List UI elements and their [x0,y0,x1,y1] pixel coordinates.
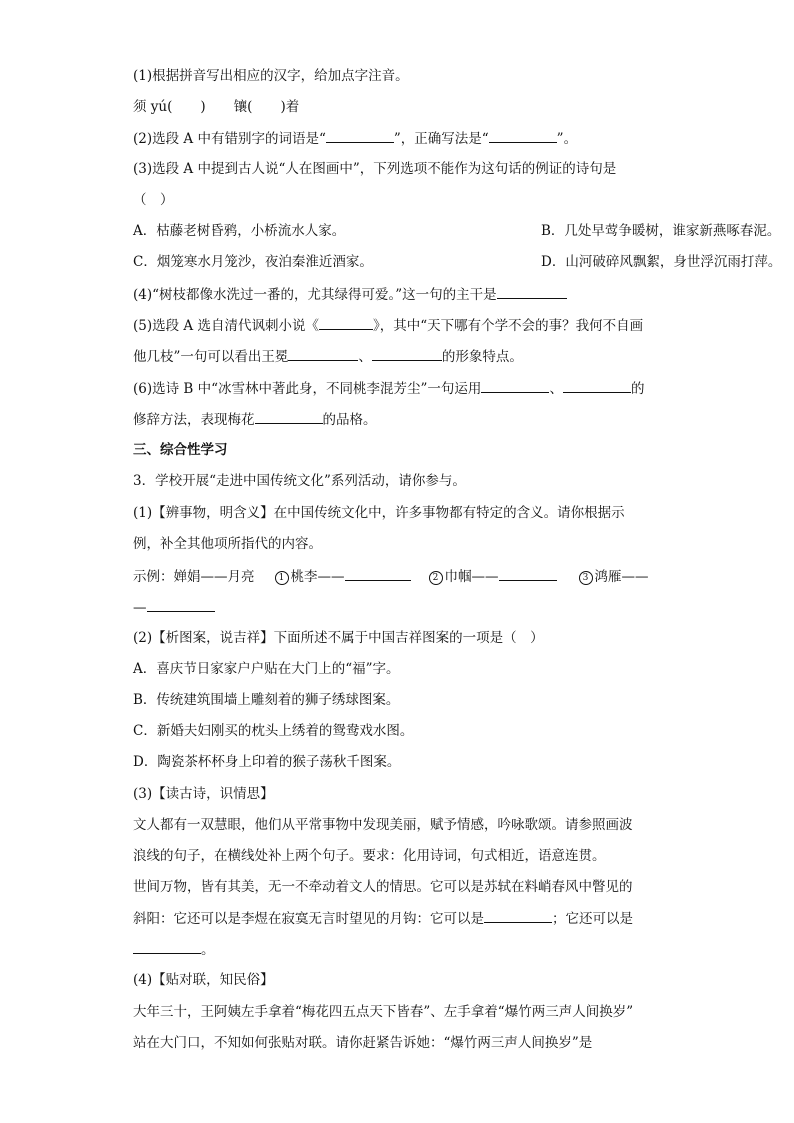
q-item-6-line1 [133,378,673,399]
q6-text-a: (6)选诗 B 中“冰雪林中著此身，不同桃李混芳尘”一句运用 [133,381,482,397]
answer-blank[interactable] [345,566,411,581]
q6-text-d: 修辞方法，表现梅花 [133,412,255,428]
q5-text-b: 》，其中“天下哪有个学不会的事？我何不自画 [372,318,644,334]
part1-line2: 例，补全其他项所指代的内容。 [133,536,322,552]
option-row-1 [133,221,781,241]
section-heading: 三、综合性学习 [133,442,228,458]
pinyin-a: 须 yú( [133,99,173,115]
answer-blank[interactable] [255,409,323,424]
part2-option-c: C．新婚夫妇刚买的枕头上绣着的鸳鸯戏水图。 [133,723,414,739]
example-text: 示例：婵娟——月亮 [133,569,255,585]
part3-title: (3)【读古诗，识情思】 [133,786,274,802]
answer-blank[interactable] [326,128,394,143]
q6-text-b: 、 [549,381,563,397]
option-b: B．几处早莺争暖树，谁家新燕啄春泥。 [541,223,781,239]
number-2-icon: 2 [429,571,443,585]
q-item-5-line2 [133,346,673,367]
q-item-2 [133,128,673,149]
part3-line4 [133,908,673,929]
example-3-cont: — [133,600,147,616]
answer-blank[interactable] [489,128,557,143]
example-line [133,566,673,587]
option-row-2 [133,252,782,272]
q5-text-d: 、 [358,349,372,365]
example-2: 巾帼—— [444,569,499,585]
q-item-5-line1 [133,315,673,336]
answer-blank[interactable] [497,284,567,299]
q-item-1: (1)根据拼音写出相应的汉字，给加点字注音。 [133,68,409,84]
part4-title: (4)【贴对联，知民俗】 [133,972,274,988]
example-line-cont [133,597,673,618]
q-item-6-line2 [133,409,673,430]
answer-blank[interactable] [288,346,358,361]
pinyin-a-close: ) [200,99,206,115]
q-item-3: (3)选段 A 中提到古人说“人在图画中”，下列选项不能作为这句话的例证的诗句是 [133,161,617,177]
part2-option-a: A．喜庆节日家家户户贴在大门上的“福”字。 [133,661,400,677]
answer-blank[interactable] [481,378,549,393]
pinyin-b-end: )着 [280,99,300,115]
part2-option-d: D．陶瓷茶杯杯身上印着的猴子荡秋千图案。 [133,754,401,770]
part3-line4-a: 斜阳：它还可以是李煜在寂寞无言时望见的月钩：它可以是 [133,911,484,927]
part3-line5-end: 。 [201,942,215,958]
number-1-icon: 1 [275,571,289,585]
part3-line2: 浪线的句子，在横线处补上两个句子。要求：化用诗词，句式相近，语意连贯。 [133,848,606,864]
part2-question: (2)【析图案，说吉祥】下面所述不属于中国吉祥图案的一项是（ ） [133,630,544,646]
q2-text-a: (2)选段 A 中有错别字的词语是“ [133,131,326,147]
part3-line5 [133,939,673,960]
section-intro: 3．学校开展“走进中国传统文化”系列活动，请你参与。 [133,473,466,489]
q4-text: (4)“树枝都像水洗过一番的，尤其绿得可爱。”这一句的主干是 [133,287,497,303]
answer-blank[interactable] [372,346,442,361]
answer-blank[interactable] [133,939,201,954]
number-3-icon: 3 [579,571,593,585]
q6-text-e: 的品格。 [322,412,377,428]
q5-text-e: 的形象特点。 [441,349,523,365]
answer-blank[interactable] [147,597,215,612]
pinyin-b: 镶( [233,99,253,115]
part3-line4-b: ；它还可以是 [552,911,633,927]
option-a: A．枯藤老树昏鸦，小桥流水人家。 [133,223,346,239]
q6-text-c: 的 [630,381,645,397]
q5-text-a: (5)选段 A 选自清代讽刺小说《 [133,318,319,334]
part3-line3: 世间万物，皆有其美，无一不牵动着文人的情思。它可以是苏轼在料峭春风中瞥见的 [133,879,633,895]
part4-line2: 站在大门口，不知如何张贴对联。请你赶紧告诉她：“爆竹两三声人间换岁”是 [133,1035,593,1051]
answer-blank[interactable] [499,566,557,581]
option-d: D．山河破碎风飘絮，身世浮沉雨打萍。 [541,254,782,270]
example-3: 鸿雁—— [594,569,649,585]
part2-option-b: B．传统建筑围墙上雕刻着的狮子绣球图案。 [133,692,400,708]
option-c: C．烟笼寒水月笼沙，夜泊秦淮近酒家。 [133,254,373,270]
answer-blank[interactable] [563,378,631,393]
part4-line1: 大年三十，王阿姨左手拿着“梅花四五点天下皆春”、左手拿着“爆竹两三声人间换岁” [133,1004,634,1020]
pinyin-line [133,97,673,117]
q5-text-c: 他几枝”一句可以看出王冕 [133,349,289,365]
q-item-4 [133,284,673,305]
answer-blank[interactable] [319,315,373,330]
q2-text-b: ”，正确写法是“ [393,131,489,147]
part3-line1: 文人都有一双慧眼，他们从平常事物中发现美丽，赋予情感，吟咏歌颂。请参照画波 [133,817,633,833]
answer-blank[interactable] [484,908,552,923]
q2-text-c: ”。 [556,131,578,147]
q-item-3-paren: （ ） [133,192,174,208]
example-1: 桃李—— [290,569,345,585]
part1-line1: (1)【辨事物，明含义】在中国传统文化中，许多事物都有特定的含义。请你根据示 [133,505,625,521]
